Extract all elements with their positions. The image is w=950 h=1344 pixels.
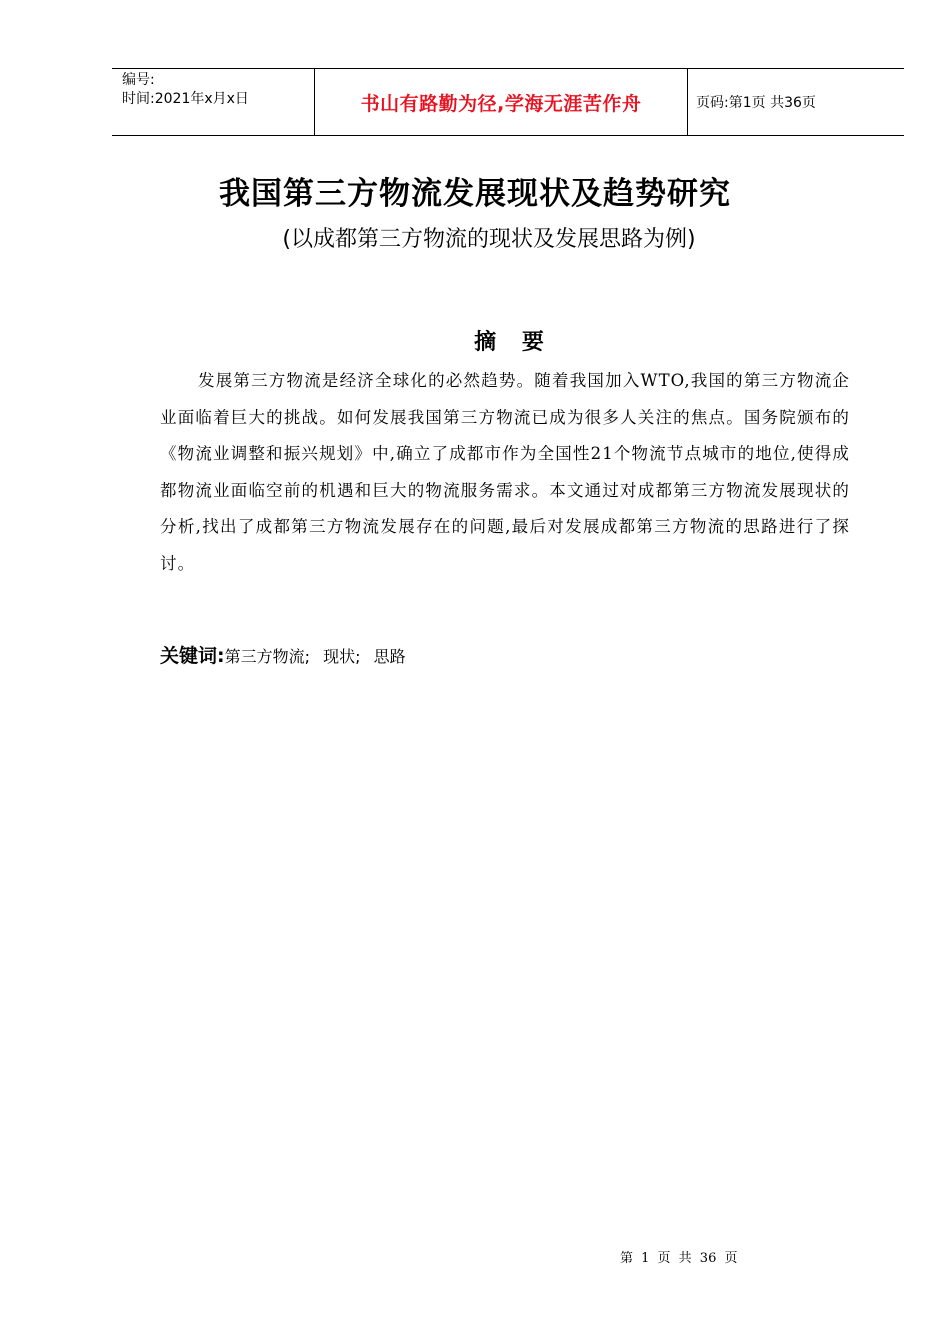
header-motto: 书山有路勤为径,学海无涯苦作舟 <box>315 69 688 135</box>
document-time-label: 时间:2021年x月x日 <box>122 91 249 107</box>
page-footer: 第 1 页 共 36 页 <box>620 1251 738 1266</box>
document-title: 我国第三方物流发展现状及趋势研究 <box>219 176 731 212</box>
document-subtitle: (以成都第三方物流的现状及发展思路为例) <box>282 227 696 252</box>
keywords-label: 关键词: <box>160 645 225 667</box>
document-number-label: 编号: <box>122 72 155 88</box>
keyword-item: 思路 <box>373 647 406 666</box>
abstract-heading: 摘 要 <box>474 330 544 355</box>
keyword-item: 现状; <box>323 647 361 666</box>
abstract-body: 发展第三方物流是经济全球化的必然趋势。随着我国加入WTO,我国的第三方物流企业面临着巨大的挑战。如何发展我国第三方物流已成为很多人关注的焦点。国务院颁布的《物流业调整和振兴规划》中,确立了成都市作为全国性21个物流节点城市的地位,使得成都物流业面临空前的机遇和巨大的物流服务需求。本文通过对成都第三方物流发展现状的分析,找出了成都第三方物流发展存在的问题,最后对发展成都第三方物流的思路进行了探讨。 <box>160 371 850 573</box>
keyword-item: 第三方物流; <box>224 647 311 666</box>
header-info-cell <box>112 69 315 135</box>
keywords-line <box>160 642 414 671</box>
header-page-info: 页码:第1页 共36页 <box>696 95 816 111</box>
header-table <box>112 68 904 136</box>
